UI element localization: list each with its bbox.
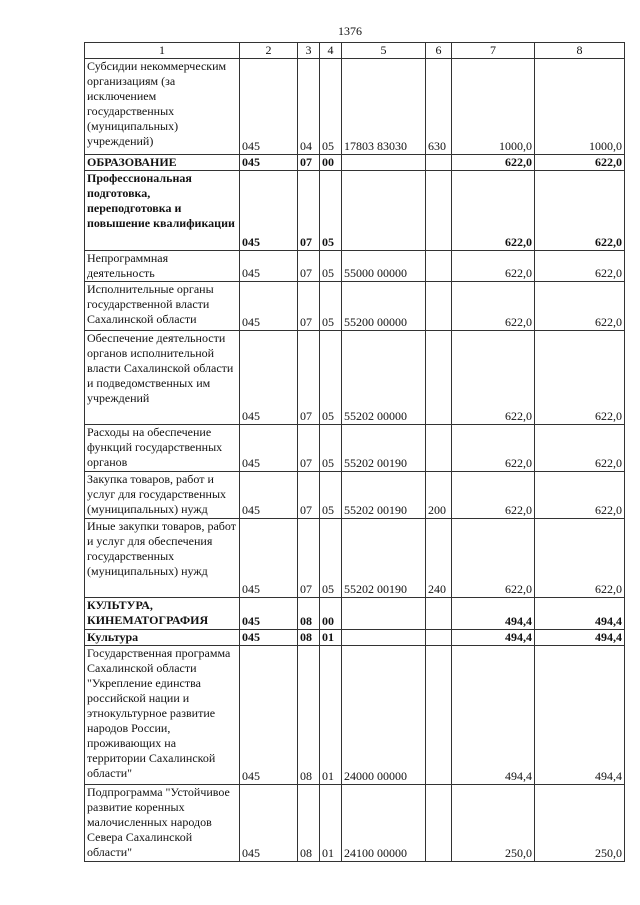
expense-type-cell: 200 <box>426 472 452 519</box>
target-cell <box>342 155 426 171</box>
expense-type-cell <box>426 646 452 785</box>
code-cell: 045 <box>240 598 298 630</box>
expense-type-cell: 630 <box>426 59 452 155</box>
target-cell: 55202 00190 <box>342 472 426 519</box>
row-name: Закупка товаров, работ и услуг для государственных (муниципальных) нужд <box>85 472 240 519</box>
amount-cell: 494,4 <box>535 646 625 785</box>
code-cell: 045 <box>240 331 298 425</box>
table-row <box>85 785 625 862</box>
column-header: 8 <box>535 43 625 59</box>
section-cell: 08 <box>298 598 320 630</box>
table-row <box>85 425 625 472</box>
amount-cell: 622,0 <box>535 472 625 519</box>
amount-cell: 622,0 <box>535 331 625 425</box>
expense-type-cell <box>426 251 452 282</box>
amount-cell: 622,0 <box>452 472 535 519</box>
row-name: Подпрограмма "Устойчивое развитие коренных малочисленных народов Севера Сахалинской области" <box>85 785 240 862</box>
code-cell: 045 <box>240 519 298 598</box>
expense-type-cell <box>426 425 452 472</box>
expense-type-cell <box>426 331 452 425</box>
code-cell: 045 <box>240 155 298 171</box>
amount-cell: 622,0 <box>452 519 535 598</box>
amount-cell: 622,0 <box>452 251 535 282</box>
subsection-cell: 05 <box>320 425 342 472</box>
amount-cell: 1000,0 <box>535 59 625 155</box>
code-cell: 045 <box>240 472 298 519</box>
target-cell: 24100 00000 <box>342 785 426 862</box>
column-header: 7 <box>452 43 535 59</box>
amount-cell: 494,4 <box>452 646 535 785</box>
amount-cell: 622,0 <box>535 425 625 472</box>
subsection-cell: 00 <box>320 598 342 630</box>
code-cell: 045 <box>240 251 298 282</box>
column-header: 4 <box>320 43 342 59</box>
table-row <box>85 251 625 282</box>
column-header: 2 <box>240 43 298 59</box>
expense-type-cell <box>426 630 452 646</box>
code-cell: 045 <box>240 282 298 331</box>
row-name: Обеспечение деятельности органов исполнительной власти Сахалинской области и подведомственных им учреждений <box>85 331 240 425</box>
section-cell: 07 <box>298 282 320 331</box>
table-row <box>85 472 625 519</box>
target-cell: 17803 83030 <box>342 59 426 155</box>
table-row <box>85 282 625 331</box>
column-header: 5 <box>342 43 426 59</box>
target-cell: 55202 00190 <box>342 425 426 472</box>
table-row <box>85 598 625 630</box>
amount-cell: 622,0 <box>452 171 535 251</box>
column-header: 3 <box>298 43 320 59</box>
target-cell <box>342 171 426 251</box>
amount-cell: 494,4 <box>535 630 625 646</box>
row-name: КУЛЬТУРА, КИНЕМАТОГРАФИЯ <box>85 598 240 630</box>
table-row <box>85 630 625 646</box>
target-cell <box>342 598 426 630</box>
target-cell: 55000 00000 <box>342 251 426 282</box>
subsection-cell: 01 <box>320 630 342 646</box>
section-cell: 07 <box>298 171 320 251</box>
section-cell: 07 <box>298 155 320 171</box>
target-cell: 55202 00000 <box>342 331 426 425</box>
row-name: Иные закупки товаров, работ и услуг для обеспечения государственных (муниципальных) нужд <box>85 519 240 598</box>
subsection-cell: 00 <box>320 155 342 171</box>
expense-type-cell <box>426 282 452 331</box>
subsection-cell: 05 <box>320 282 342 331</box>
section-cell: 08 <box>298 646 320 785</box>
target-cell: 24000 00000 <box>342 646 426 785</box>
row-name: Субсидии некоммерческим организациям (за исключением государственных (муниципальных) учреждений) <box>85 59 240 155</box>
expense-type-cell: 240 <box>426 519 452 598</box>
amount-cell: 622,0 <box>452 155 535 171</box>
amount-cell: 622,0 <box>452 331 535 425</box>
amount-cell: 494,4 <box>452 630 535 646</box>
subsection-cell: 01 <box>320 785 342 862</box>
amount-cell: 622,0 <box>535 282 625 331</box>
table-row <box>85 646 625 785</box>
table-row <box>85 171 625 251</box>
code-cell: 045 <box>240 646 298 785</box>
subsection-cell: 05 <box>320 331 342 425</box>
column-header: 1 <box>85 43 240 59</box>
row-name: Профессиональная подготовка, переподготовка и повышение квалификации <box>85 171 240 251</box>
amount-cell: 622,0 <box>535 171 625 251</box>
row-name: Культура <box>85 630 240 646</box>
section-cell: 07 <box>298 519 320 598</box>
subsection-cell: 05 <box>320 59 342 155</box>
code-cell: 045 <box>240 425 298 472</box>
amount-cell: 494,4 <box>535 598 625 630</box>
amount-cell: 250,0 <box>452 785 535 862</box>
expense-type-cell <box>426 171 452 251</box>
amount-cell: 622,0 <box>452 282 535 331</box>
code-cell: 045 <box>240 785 298 862</box>
row-name: Государственная программа Сахалинской области "Укрепление единства российской нации и этнокультурное развитие народов России, проживающих на территории Сахалинской области" <box>85 646 240 785</box>
table-row <box>85 155 625 171</box>
expense-type-cell <box>426 155 452 171</box>
subsection-cell: 05 <box>320 472 342 519</box>
section-cell: 07 <box>298 251 320 282</box>
subsection-cell: 05 <box>320 171 342 251</box>
subsection-cell: 01 <box>320 646 342 785</box>
target-cell: 55200 00000 <box>342 282 426 331</box>
header-row <box>85 43 625 59</box>
table-row <box>85 331 625 425</box>
code-cell: 045 <box>240 630 298 646</box>
amount-cell: 1000,0 <box>452 59 535 155</box>
amount-cell: 622,0 <box>535 519 625 598</box>
budget-table <box>84 42 625 862</box>
amount-cell: 494,4 <box>452 598 535 630</box>
table-row <box>85 519 625 598</box>
amount-cell: 250,0 <box>535 785 625 862</box>
target-cell <box>342 630 426 646</box>
section-cell: 08 <box>298 630 320 646</box>
section-cell: 07 <box>298 425 320 472</box>
target-cell: 55202 00190 <box>342 519 426 598</box>
expense-type-cell <box>426 598 452 630</box>
subsection-cell: 05 <box>320 251 342 282</box>
row-name: Расходы на обеспечение функций государственных органов <box>85 425 240 472</box>
row-name: Непрограммная деятельность <box>85 251 240 282</box>
page-number: 1376 <box>338 24 362 38</box>
section-cell: 04 <box>298 59 320 155</box>
column-header: 6 <box>426 43 452 59</box>
expense-type-cell <box>426 785 452 862</box>
amount-cell: 622,0 <box>535 251 625 282</box>
section-cell: 08 <box>298 785 320 862</box>
row-name: ОБРАЗОВАНИЕ <box>85 155 240 171</box>
code-cell: 045 <box>240 59 298 155</box>
amount-cell: 622,0 <box>452 425 535 472</box>
section-cell: 07 <box>298 472 320 519</box>
table-row <box>85 59 625 155</box>
subsection-cell: 05 <box>320 519 342 598</box>
section-cell: 07 <box>298 331 320 425</box>
amount-cell: 622,0 <box>535 155 625 171</box>
row-name: Исполнительные органы государственной власти Сахалинской области <box>85 282 240 331</box>
code-cell: 045 <box>240 171 298 251</box>
